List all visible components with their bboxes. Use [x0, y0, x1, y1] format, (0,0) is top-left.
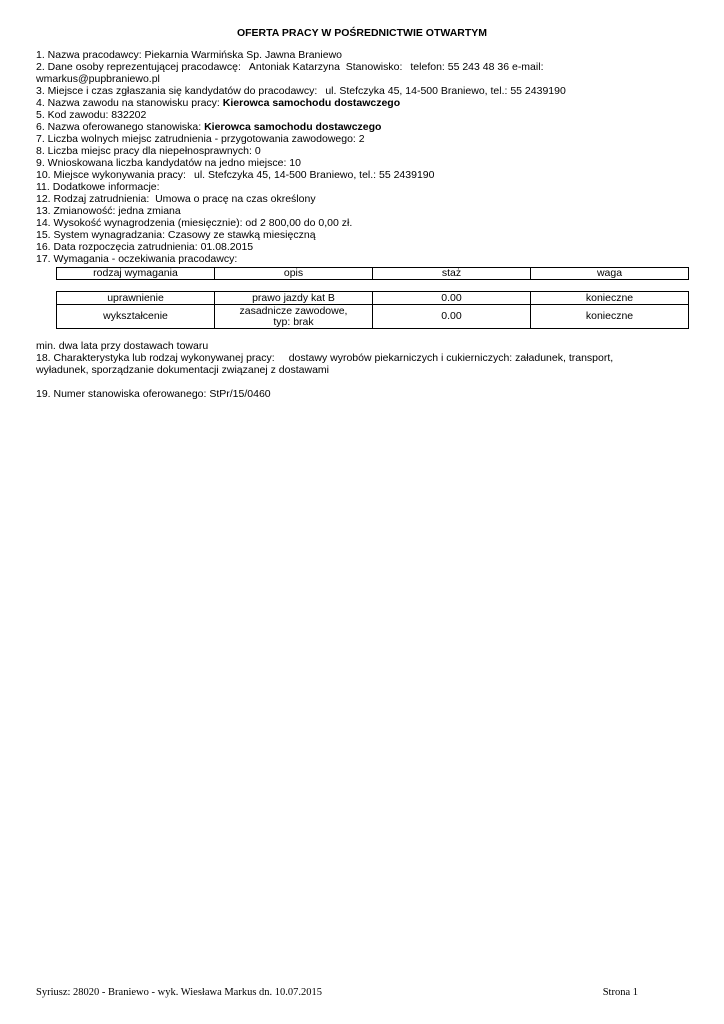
field-representative-phone: telefon: 55 243 48 36 e-mail:	[410, 61, 544, 73]
field-occupation-code: 5. Kod zawodu: 832202	[36, 109, 147, 121]
table-cell: prawo jazdy kat B	[215, 292, 373, 305]
requirements-table	[56, 291, 689, 329]
table-cell: uprawnienie	[57, 292, 215, 305]
footer-page-number: Strona 1	[602, 987, 638, 998]
field-job-description	[36, 352, 696, 364]
table-cell: konieczne	[531, 292, 689, 305]
column-header: rodzaj wymagania	[57, 268, 215, 280]
field-representative-email: wmarkus@pupbraniewo.pl	[36, 73, 160, 85]
field-representative-name: Antoniak Katarzyna Stanowisko:	[248, 61, 403, 73]
field-position-label: 6. Nazwa oferowanego stanowiska:	[36, 121, 205, 133]
table-cell: wykształcenie	[57, 305, 215, 329]
field-vacancies: 7. Liczba wolnych miejsc zatrudnienia - przygotowania zawodowego: 2	[36, 133, 365, 145]
field-start-date: 16. Data rozpoczęcia zatrudnienia: 01.08.2015	[36, 241, 254, 253]
field-job-description-label: 18. Charakterystyka lub rodzaj wykonywanej pracy:	[36, 352, 275, 364]
requirements-header-table	[56, 267, 689, 280]
offer-fields-continued	[36, 340, 696, 400]
field-pay-system: 15. System wynagradzania: Czasowy ze stawką miesięczną	[36, 229, 316, 241]
field-employer-name: 1. Nazwa pracodawcy: Piekarnia Warmińska Sp. Jawna Braniewo	[36, 49, 342, 61]
column-header: staż	[373, 268, 531, 280]
table-cell: zasadnicze zawodowe, typ: brak	[215, 305, 373, 329]
field-position-number: 19. Numer stanowiska oferowanego: StPr/15/0460	[36, 388, 271, 400]
field-shifts: 13. Zmianowość: jedna zmiana	[36, 205, 181, 217]
table-header-row	[57, 268, 689, 280]
field-occupation-name	[36, 97, 696, 109]
document-title: OFERTA PRACY W POŚREDNICTWIE OTWARTYM	[236, 27, 488, 39]
field-requirements-heading: 17. Wymagania - oczekiwania pracodawcy:	[36, 253, 238, 265]
field-representative-label: 2. Dane osoby reprezentującej pracodawcę:	[36, 61, 241, 73]
field-application-place-value: ul. Stefczyka 45, 14-500 Braniewo, tel.: 55 2439190	[325, 85, 566, 97]
field-occupation-value: Kierowca samochodu dostawczego	[222, 97, 401, 109]
field-position-value: Kierowca samochodu dostawczego	[204, 121, 382, 133]
field-additional-info: 11. Dodatkowe informacje:	[36, 181, 160, 193]
column-header: opis	[215, 268, 373, 280]
table-row	[57, 305, 689, 329]
field-disabled-places: 8. Liczba miejsc pracy dla niepełnosprawnych: 0	[36, 145, 261, 157]
field-work-place	[36, 169, 696, 181]
table-cell: 0.00	[373, 305, 531, 329]
field-representative	[36, 61, 696, 73]
page-footer	[36, 987, 638, 998]
field-work-place-label: 10. Miejsce wykonywania pracy:	[36, 169, 186, 181]
table-cell: 0.00	[373, 292, 531, 305]
field-position-name	[36, 121, 696, 133]
field-candidates-per-place: 9. Wnioskowana liczba kandydatów na jedno miejsce: 10	[36, 157, 301, 169]
table-row	[57, 292, 689, 305]
field-occupation-label: 4. Nazwa zawodu na stanowisku pracy:	[36, 97, 223, 109]
footer-system-info: Syriusz: 28020 - Braniewo - wyk. Wiesława Markus dn. 10.07.2015	[36, 987, 323, 998]
field-work-place-value: ul. Stefczyka 45, 14-500 Braniewo, tel.: 55 2439190	[193, 169, 435, 181]
field-application-place	[36, 85, 696, 97]
table-cell: konieczne	[531, 305, 689, 329]
field-employment-type: 12. Rodzaj zatrudnienia: Umowa o pracę na czas określony	[36, 193, 316, 205]
column-header: waga	[531, 268, 689, 280]
field-job-description-cont: wyładunek, sporządzanie dokumentacji związanej z dostawami	[36, 364, 329, 376]
field-application-place-label: 3. Miejsce i czas zgłaszania się kandydatów do pracodawcy:	[36, 85, 318, 97]
field-job-description-value: dostawy wyrobów piekarniczych i cukierniczych: załadunek, transport,	[288, 352, 614, 364]
offer-fields	[36, 49, 696, 265]
requirement-note: min. dwa lata przy dostawach towaru	[36, 340, 209, 352]
field-salary: 14. Wysokość wynagrodzenia (miesięcznie): od 2 800,00 do 0,00 zł.	[36, 217, 353, 229]
